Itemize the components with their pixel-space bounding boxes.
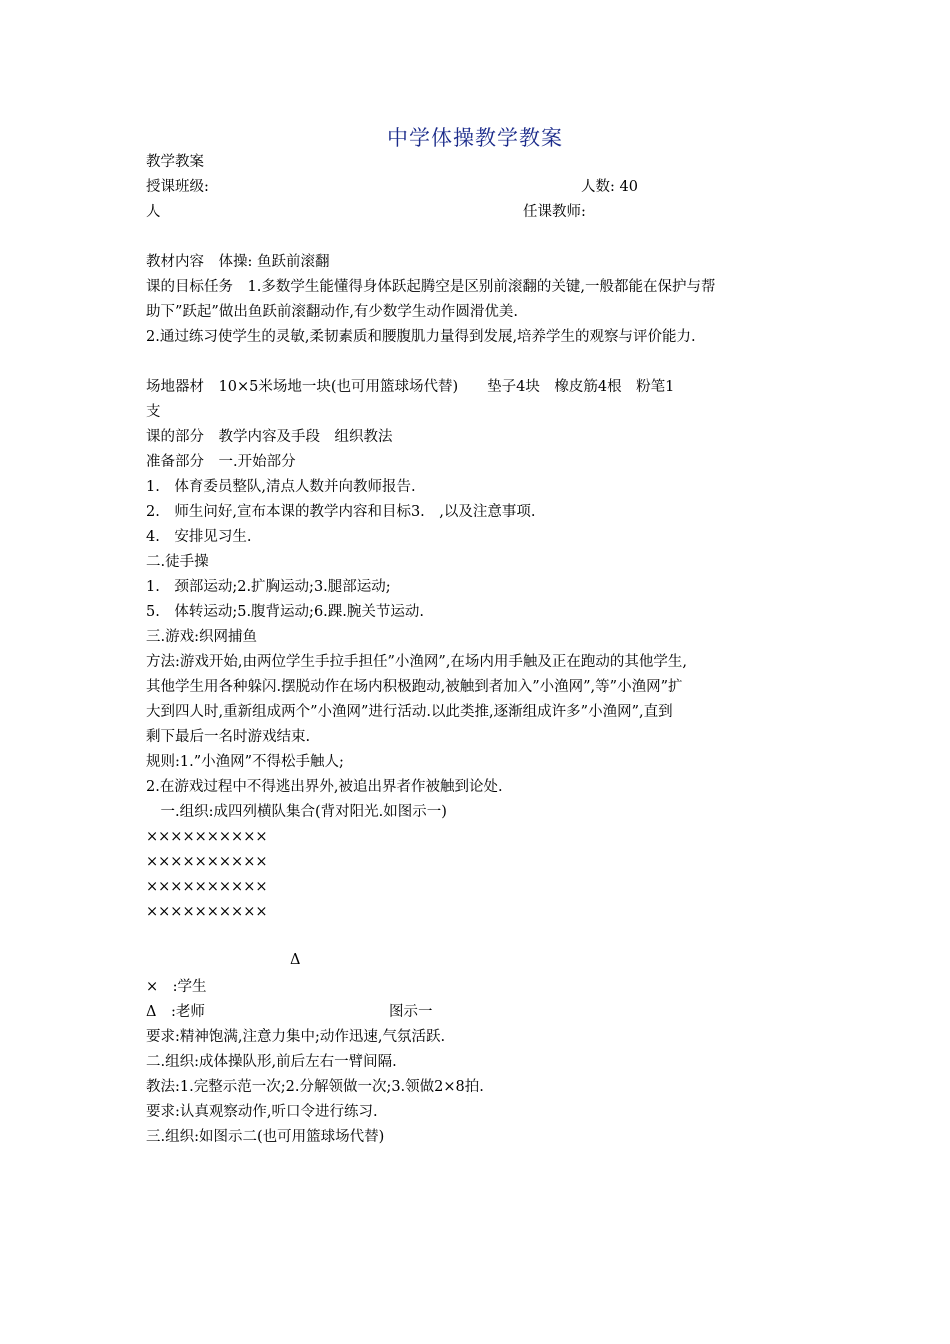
- formation-row: ××××××××××: [146, 879, 268, 895]
- body-line: 5. 体转运动;5.腹背运动;6.踝.腕关节运动.: [146, 604, 424, 620]
- body-line: 要求:认真观察动作,听口令进行练习.: [146, 1104, 378, 1120]
- formation-row: ××××××××××: [146, 904, 268, 920]
- body-line: 二.组织:成体操队形,前后左右一臂间隔.: [146, 1054, 397, 1070]
- body-line: 要求:精神饱满,注意力集中;动作迅速,气氛活跃.: [146, 1029, 446, 1045]
- formation-row: ××××××××××: [146, 829, 268, 845]
- body-line: 大到四人时,重新组成两个”小渔网”进行活动.以此类推,逐渐组成许多”小渔网”,直到: [146, 704, 673, 720]
- body-line: 准备部分 一.开始部分: [146, 454, 296, 470]
- student-count-label: 人数: 40: [581, 179, 638, 195]
- body-line: 教法:1.完整示范一次;2.分解领做一次;3.领做2×8拍.: [146, 1079, 484, 1095]
- goal-line-1-cont: 助下”跃起”做出鱼跃前滚翻动作,有少数学生动作圆滑优美.: [146, 304, 519, 320]
- teacher-label: 任课教师:: [523, 204, 586, 220]
- equipment-line: 场地器材 10×5米场地一块(也可用篮球场代替) 垫子4块 橡皮筋4根 粉笔1: [146, 379, 675, 395]
- goal-line-2: 2.通过练习使学生的灵敏,柔韧素质和腰腹肌力量得到发展,培养学生的观察与评价能力.: [146, 329, 696, 345]
- goal-line-1: 课的目标任务 1.多数学生能懂得身体跃起腾空是区别前滚翻的关键,一般都能在保护与帮: [146, 279, 716, 295]
- body-line: 三.游戏:织网捕鱼: [146, 629, 257, 645]
- body-line: 其他学生用各种躲闪.摆脱动作在场内积极跑动,被触到者加入”小渔网”,等”小渔网”扩: [146, 679, 683, 695]
- body-line: 1. 体育委员整队,清点人数并向教师报告.: [146, 479, 416, 495]
- formation-row: ××××××××××: [146, 854, 268, 870]
- body-line: 三.组织:如图示二(也可用篮球场代替): [146, 1129, 385, 1145]
- body-line: 1. 颈部运动;2.扩胸运动;3.腿部运动;: [146, 579, 391, 595]
- body-line: 4. 安排见习生.: [146, 529, 252, 545]
- class-label: 授课班级:: [146, 179, 209, 195]
- body-line: 二.徒手操: [146, 554, 209, 570]
- body-line: 一.组织:成四列横队集合(背对阳光.如图示一): [146, 804, 447, 820]
- material-content: 教材内容 体操: 鱼跃前滚翻: [146, 254, 330, 270]
- equipment-line-cont: 支: [146, 404, 161, 420]
- body-line: 剩下最后一名时游戏结束.: [146, 729, 311, 745]
- legend-teacher: Δ :老师: [146, 1004, 205, 1020]
- legend-student: × :学生: [146, 979, 207, 995]
- student-count-unit: 人: [146, 204, 161, 220]
- teacher-position-mark: Δ: [290, 952, 301, 968]
- body-line: 规则:1.”小渔网”不得松手触人;: [146, 754, 344, 770]
- page-title: 中学体操教学教案: [387, 126, 563, 150]
- doc-type-label: 教学教案: [146, 154, 204, 170]
- body-line: 2. 师生问好,宣布本课的教学内容和目标3. ,以及注意事项.: [146, 504, 536, 520]
- body-line: 2.在游戏过程中不得逃出界外,被追出界者作被触到论处.: [146, 779, 503, 795]
- figure-label: 图示一: [389, 1004, 433, 1020]
- body-line: 方法:游戏开始,由两位学生手拉手担任”小渔网”,在场内用手触及正在跑动的其他学生,: [146, 654, 688, 670]
- column-headers: 课的部分 教学内容及手段 组织教法: [146, 429, 393, 445]
